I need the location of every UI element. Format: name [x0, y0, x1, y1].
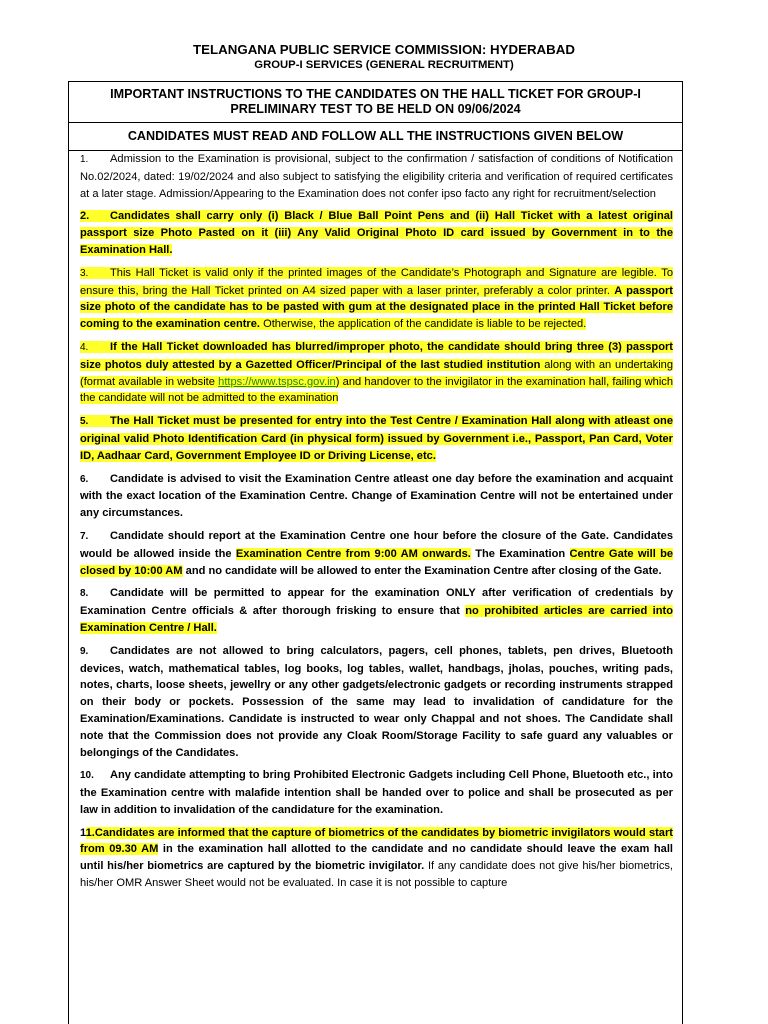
instruction-number: 5. [80, 416, 89, 428]
instruction-text: Candidates shall carry only (i) Black / Blue Ball Point Pens and (ii) Hall Ticket with a latest original passport size Photo Pasted on it (iii) Any Valid Original Photo ID card issued by Government in to the Examination Hall. [80, 210, 673, 256]
instruction-1 [80, 151, 673, 202]
instruction-2 [80, 208, 673, 258]
instructions-heading: IMPORTANT INSTRUCTIONS TO THE CANDIDATES ON THE HALL TICKET FOR GROUP-I PRELIMINARY TEST TO BE HELD ON 09/06/2024 [69, 82, 682, 123]
instruction-8 [80, 585, 673, 636]
biometric-start-note: Candidates are informed that the capture of biometrics of the candidates by biometric invigilators would start from 09.30 AM [80, 826, 673, 856]
instruction-text: This Hall Ticket is valid only if the printed images of the Candidate’s Photograph and Signature are legible. To ensure this, bring the Hall Ticket printed on A4 sized paper with a laser printer, preferably a color printer. [80, 266, 673, 297]
instruction-text: The Hall Ticket must be presented for entry into the Test Centre / Examination Hall along with atleast one original valid Photo Identification Card (in physical form) issued by Government i.e., Passport, Pan Card, Voter ID, Aadhaar Card, Government Employee ID or Driving License, etc. [80, 415, 673, 462]
instruction-text: The Examination [475, 547, 566, 560]
prohibited-articles-note: no prohibited articles are carried into Examination Centre / Hall. [80, 605, 673, 634]
instruction-number: 8. [80, 588, 89, 600]
instruction-text: Candidates are not allowed to bring calculators, pagers, cell phones, tablets, pen drives, Bluetooth devices, watch, mathematical tables, log books, log tables, wallet, handbags, jholas, pouches, writing pads, notes, charts, loose sheets, jewellry or any other gadgets/electronic gadgets or recording instruments strapped on their body or pockets. Possession of the same may lead to invalidation of candidature for the Examination/Examinations. Candidate is instructed to wear only Chappal and not shoes. The Candidate shall note that the Commission does not provide any Cloak Room/Storage Facility to safe guard any valuables or belongings of the Candidates. [80, 644, 673, 759]
gate-close-time: Centre Gate will be closed by 10:00 AM [80, 547, 674, 577]
org-title: TELANGANA PUBLIC SERVICE COMMISSION: HYDERABAD [193, 42, 575, 57]
instruction-text: If any candidate does not give his/her biometrics, his/her OMR Answer Sheet would not be evaluated. In case it is not possible to capture [80, 860, 673, 890]
gate-open-time: Examination Centre from 9:00 AM onwards. [235, 547, 471, 560]
instruction-number: 2. [80, 210, 90, 223]
instructions-list [80, 151, 673, 898]
instruction-number: 9. [80, 645, 89, 657]
instruction-text: Any candidate attempting to bring Prohibited Electronic Gadgets including Cell Phone, Bluetooth etc., into the Examination centre with malafide intention shall be handed over to police and shall be prosecuted as per law in addition to invalidation of the candidature for the examination. [80, 769, 673, 816]
instruction-9 [80, 643, 673, 762]
instruction-text: Candidate will be permitted to appear for the examination ONLY after verification of credentials by Examination Centre officials & after thorough frisking to ensure that [80, 587, 673, 618]
website-link[interactable]: https://www.tspsc.gov.in [218, 375, 336, 388]
instruction-number: 6. [80, 473, 89, 485]
instruction-number: 10. [80, 770, 94, 782]
instruction-text: Candidate should report at the Examination Centre one hour before the closure of the Gate. Candidates would be allowed inside the [80, 529, 673, 560]
instruction-number: 1 [80, 826, 86, 839]
instruction-text-bold: If the Hall Ticket downloaded has blurred/improper photo, the candidate should bring three (3) passport size photos duly attested by a Gazetted Officer/Principal of the last studied institution [80, 340, 673, 371]
instructions-frame [68, 81, 683, 1024]
instruction-number: 1. [85, 826, 95, 839]
instruction-text: along with an undertaking (format available in website [80, 358, 673, 388]
org-subtitle: GROUP-I SERVICES (GENERAL RECRUITMENT) [254, 59, 514, 71]
instruction-number: 7. [80, 530, 89, 542]
instruction-5 [80, 413, 673, 464]
instruction-number: 3. [80, 267, 89, 279]
instructions-subheading: CANDIDATES MUST READ AND FOLLOW ALL THE INSTRUCTIONS GIVEN BELOW [69, 123, 682, 151]
instruction-number: 4. [80, 341, 89, 353]
instruction-text: Admission to the Examination is provisional, subject to the confirmation / satisfaction of conditions of Notification No.02/2024, dated: 19/02/2024 and also subject to satisfying the eligibility criteria and verification of required certificates at a later stage. Admission/Appearing to the Examination does not confer ipso facto any right for recruitment/selection [80, 153, 673, 200]
instruction-number: 1. [80, 154, 89, 165]
instruction-text: Candidate is advised to visit the Examination Centre atleast one day before the examination and acquaint with the exact location of the Examination Centre. Change of Examination Centre will not be entertained under any circumstances. [80, 472, 673, 520]
instruction-10 [80, 767, 673, 818]
instruction-text-bold: in the examination hall allotted to the candidate and no candidate should leave the exam hall until his/her biometrics are captured by the biometric invigilator. [80, 843, 673, 873]
instruction-4 [80, 339, 673, 407]
instruction-text-bold: A passport size photo of the candidate has to be pasted with gum at the designated place in the printed Hall Ticket before coming to the examination centre. [80, 284, 673, 331]
instruction-text: Otherwise, the application of the candidate is liable to be rejected. [263, 318, 587, 331]
instruction-7 [80, 528, 673, 579]
instruction-6 [80, 471, 673, 522]
instruction-3 [80, 265, 673, 333]
instruction-text: and no candidate will be allowed to enter the Examination Centre after closing of the Gate. [185, 564, 662, 577]
instruction-text: ) and handover to the invigilator in the examination hall, failing which the candidate will not be admitted to the examination [80, 375, 673, 405]
instruction-11 [80, 825, 673, 892]
